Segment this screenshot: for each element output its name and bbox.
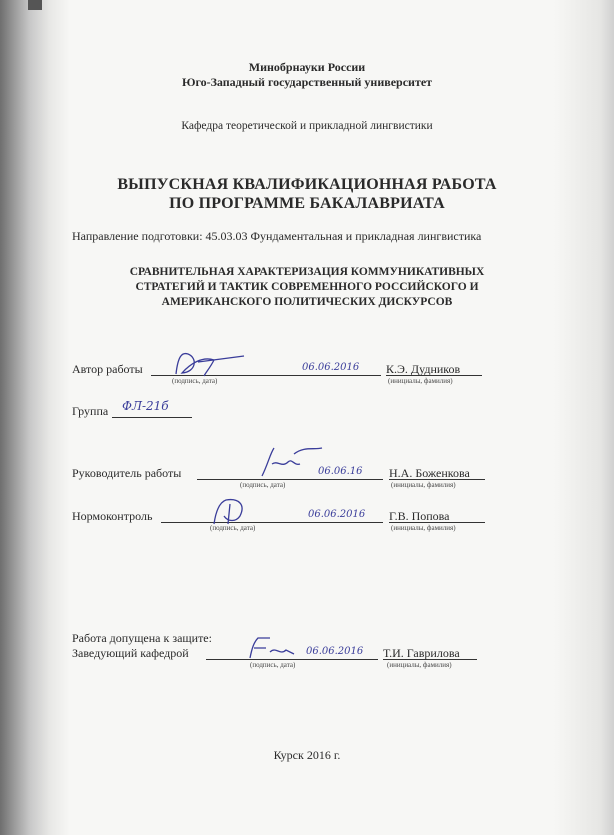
scan-mark	[28, 0, 42, 10]
author-sign-hint: (подпись, дата)	[172, 377, 218, 385]
head-name-line	[383, 659, 477, 660]
thesis-topic-line3: АМЕРИКАНСКОГО ПОЛИТИЧЕСКИХ ДИСКУРСОВ	[161, 296, 453, 308]
supervisor-sign-hint: (подпись, дата)	[240, 481, 286, 489]
head-sign-hint: (подпись, дата)	[250, 661, 296, 669]
thesis-topic-line1: СРАВНИТЕЛЬНАЯ ХАРАКТЕРИЗАЦИЯ КОММУНИКАТИВНЫХ	[129, 266, 485, 278]
head-date: 06.06.2016	[306, 646, 364, 657]
group-value: ФЛ-21б	[122, 399, 169, 413]
author-name-hint: (инициалы, фамилия)	[388, 377, 453, 385]
supervisor-label: Руководитель работы	[72, 466, 182, 480]
normcontrol-sign-line	[161, 522, 383, 523]
normcontrol-sign-hint: (подпись, дата)	[210, 524, 256, 532]
work-title-line2: ПО ПРОГРАММЕ БАКАЛАВРИАТА	[169, 195, 445, 212]
head-name-hint: (инициалы, фамилия)	[387, 661, 452, 669]
head-name: Т.И. Гаврилова	[383, 646, 460, 660]
group-label: Группа	[72, 404, 109, 418]
ministry-name: Минобрнауки России	[248, 60, 366, 74]
normcontrol-date: 06.06.2016	[308, 509, 366, 520]
author-name: К.Э. Дудников	[386, 362, 461, 376]
supervisor-date: 06.06.16	[318, 466, 363, 477]
normcontrol-name-hint: (инициалы, фамилия)	[391, 524, 456, 532]
supervisor-name: Н.А. Боженкова	[389, 466, 470, 480]
study-direction: Направление подготовки: 45.03.03 Фундаментальная и прикладная лингвистика	[72, 229, 482, 243]
author-name-line	[386, 375, 482, 376]
normcontrol-name-line	[389, 522, 485, 523]
supervisor-name-line	[389, 479, 485, 480]
head-of-department-label: Заведующий кафедрой	[72, 646, 189, 660]
admission-label: Работа допущена к защите:	[72, 631, 212, 645]
thesis-topic	[70, 265, 544, 310]
department-name: Кафедра теоретической и прикладной лингвистики	[181, 120, 433, 132]
group-line	[112, 417, 192, 418]
city-year: Курск 2016 г.	[273, 748, 341, 762]
university-name: Юго-Западный государственный университет	[181, 75, 433, 89]
author-signature	[168, 346, 248, 380]
author-label: Автор работы	[72, 362, 143, 376]
work-title-line1: ВЫПУСКНАЯ КВАЛИФИКАЦИОННАЯ РАБОТА	[117, 176, 497, 193]
normcontrol-label: Нормоконтроль	[72, 509, 153, 523]
author-date: 06.06.2016	[302, 362, 360, 373]
normcontrol-signature	[208, 494, 268, 528]
normcontrol-name: Г.В. Попова	[389, 509, 450, 523]
thesis-topic-line2: СТРАТЕГИЙ И ТАКТИК СОВРЕМЕННОГО РОССИЙСКОГО И	[135, 281, 479, 293]
head-signature	[244, 632, 300, 662]
supervisor-name-hint: (инициалы, фамилия)	[391, 481, 456, 489]
